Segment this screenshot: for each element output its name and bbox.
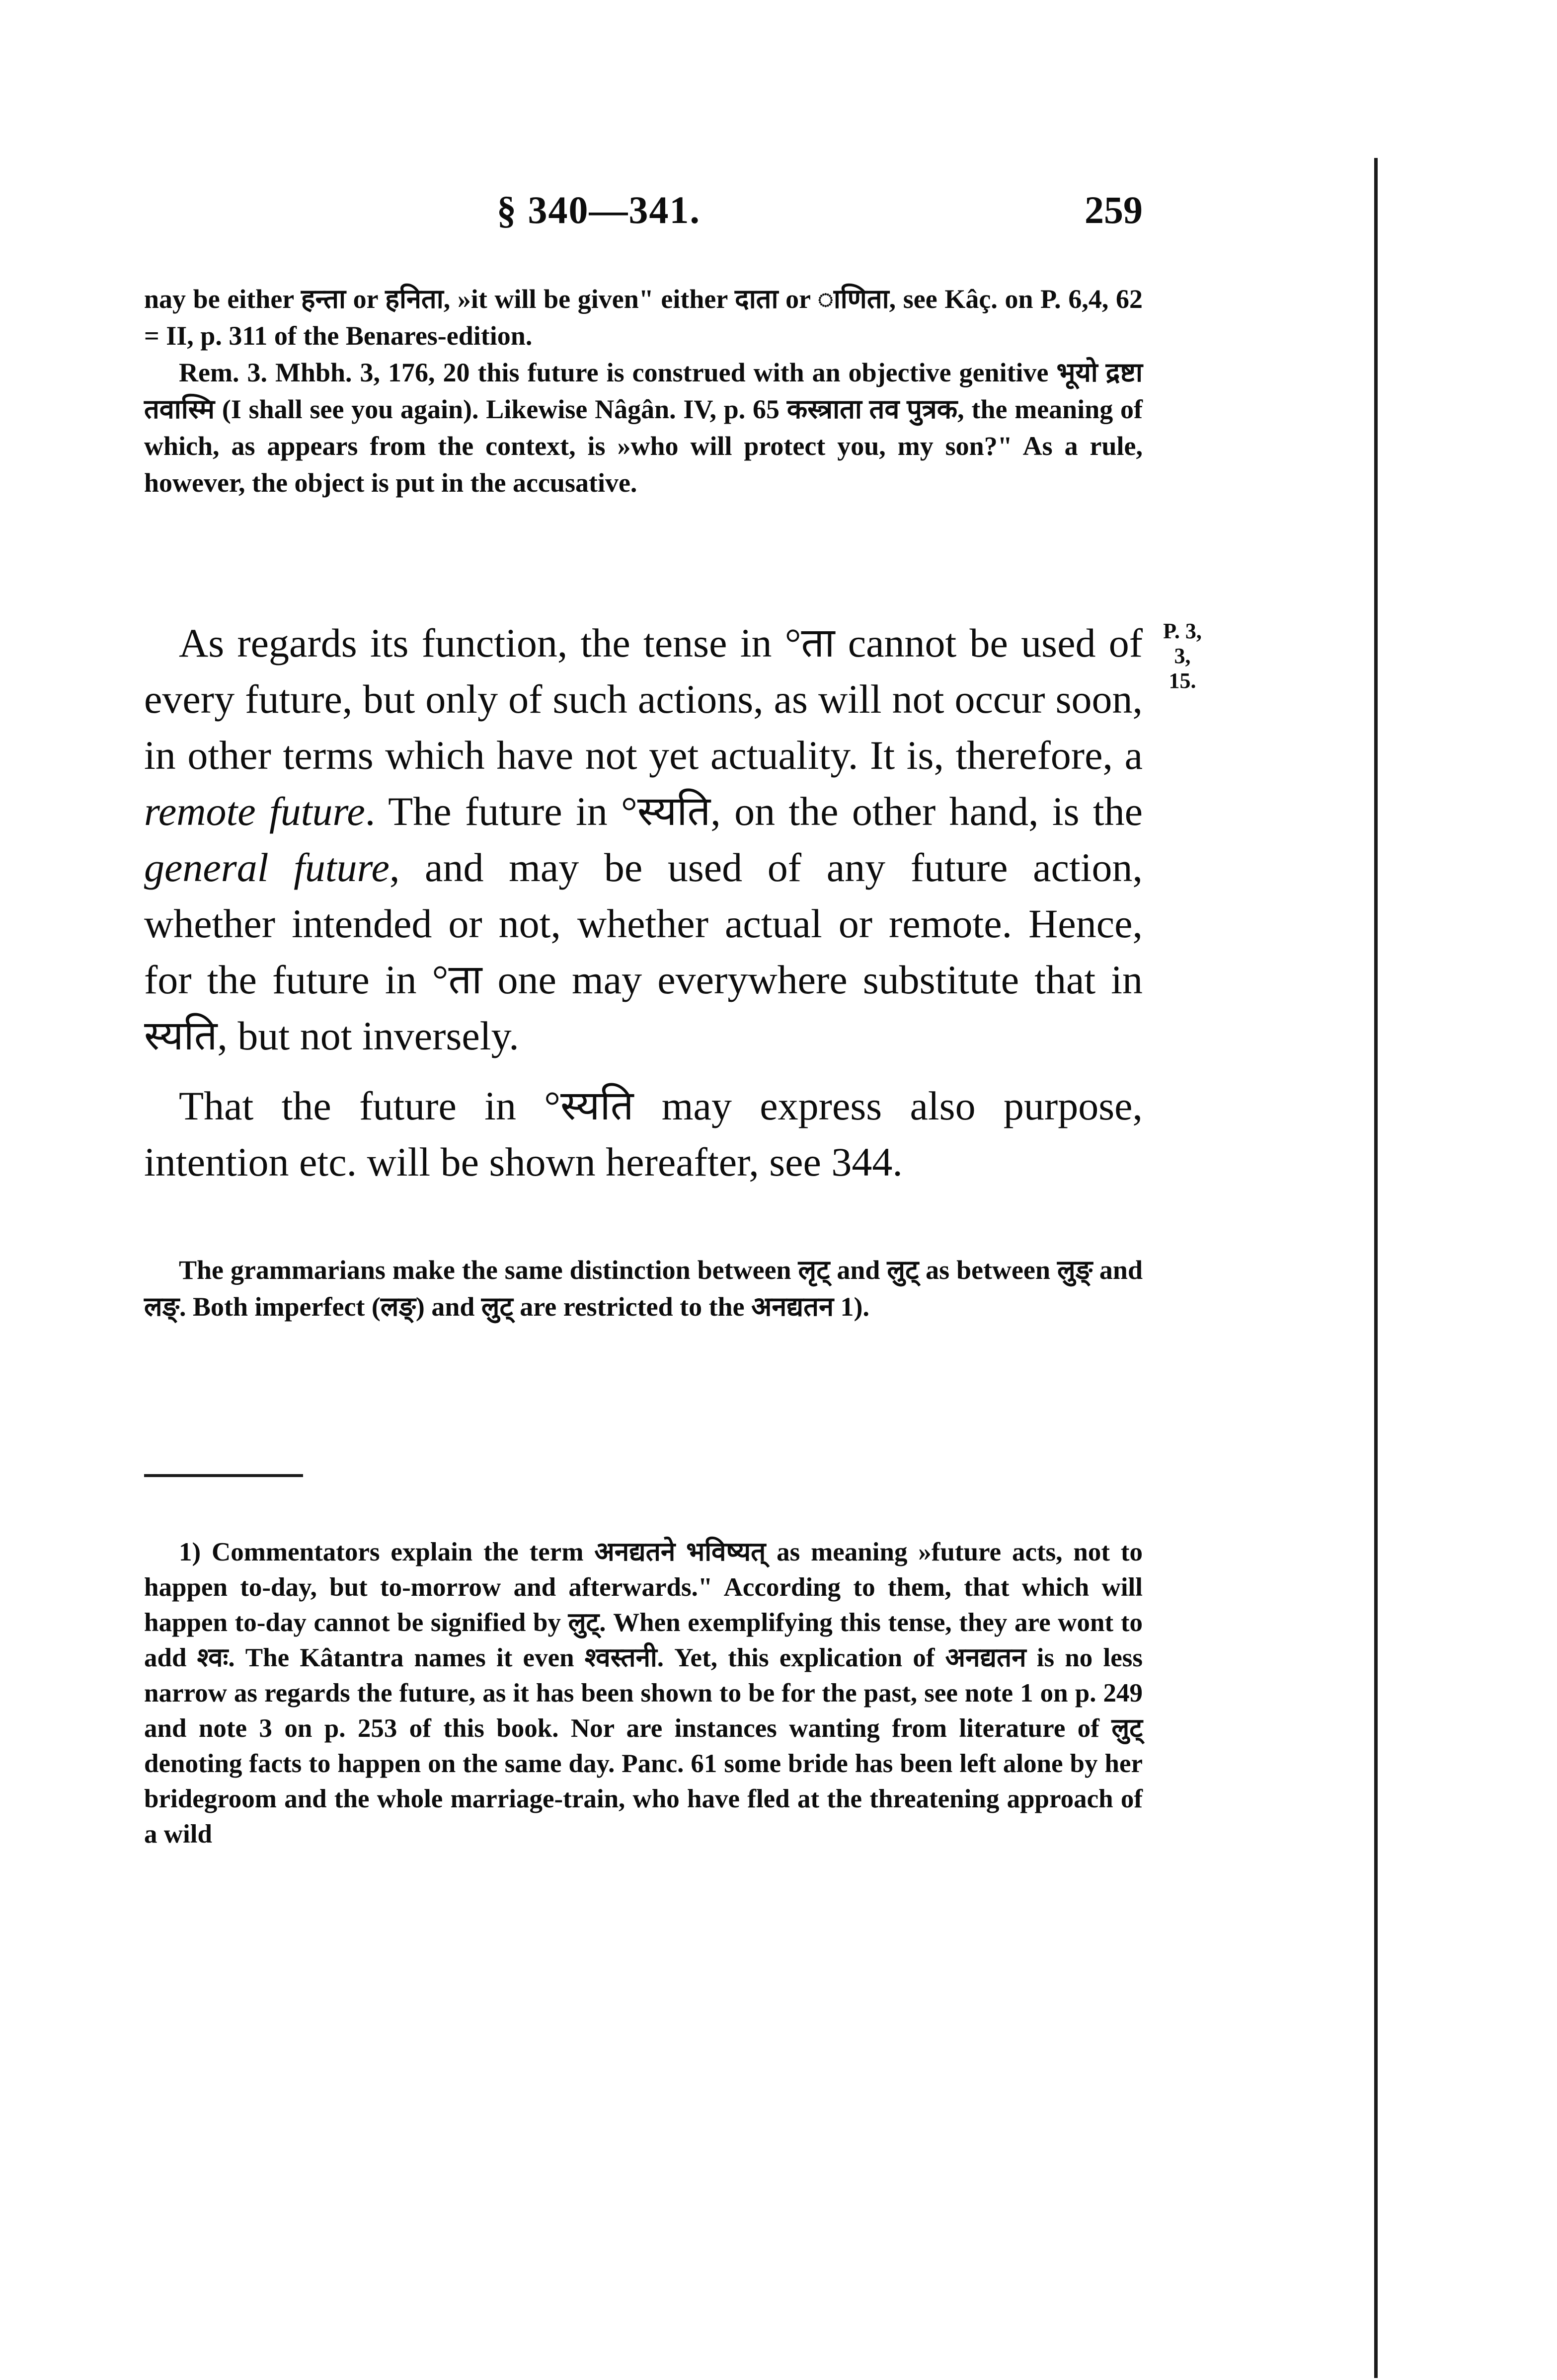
remark-paragraph-2: Rem. 3. Mhbh. 3, 176, 20 this future is construed with an objective genitive भूयो द्रष्टा तवास्मि (I shall see you again). Likewise Nâgân. IV, p. 65 कस्त्राता तव पुत्रक, the meaning of which, as appears from the context, is »who will protect you, my son?" As a rule, however, the object is put in the accusative. (144, 358, 1143, 498)
emphasis-general-future: general future (144, 845, 389, 890)
grammarians-note (144, 1252, 1143, 1325)
grammarians-note-text: The grammarians make the same distinction between लृट् and लुट् as between लुङ् and लङ्. Both imperfect (लङ्) and लुट् are restricted to the अनद्यतन 1). (144, 1255, 1143, 1322)
margin-citation (1153, 619, 1212, 693)
emphasis-remote-future: remote future (144, 789, 365, 834)
footnote-rule (144, 1474, 303, 1477)
margin-citation-line-2: 15. (1168, 669, 1196, 693)
main-paragraph-1-part-c: , and may be used of any future action, whether intended or not, whether actual or remote. Hence, for the future in °ता one may everywhere substitute that in स्यति, but not inversely. (144, 845, 1143, 1058)
right-margin-rule (1374, 158, 1378, 2378)
remark-paragraph-1: nay be either हन्ता or हनिता, »it will be given" either दाता or ाणिता, see Kâç. on P. 6,4, 62 = II, p. 311 of the Benares-edition. (144, 284, 1143, 351)
margin-citation-line-1: P. 3, 3, (1163, 619, 1202, 668)
main-text (144, 615, 1143, 1190)
main-paragraph-1-part-a: As regards its function, the tense in °ता cannot be used of every future, but only of such actions, as will not occur soon, in other terms which have not yet actuality. It is, therefore, a (144, 620, 1143, 778)
footnote-text: 1) Commentators explain the term अनद्यतने भविष्यत् as meaning »future acts, not to happen to-day, but to-morrow and afterwards." According to them, that which will happen to-day cannot be signified by लुट्. When exemplifying this tense, they are wont to add श्वः. The Kâtantra names it even श्वस्तनी. Yet, this explication of अनद्यतन is no less narrow as regards the future, as it has been shown to be for the past, see note 1 on p. 249 and note 3 on p. 253 of this book. Nor are instances wanting from literature of लुट् denoting facts to happen on the same day. Panc. 61 some bride has been left alone by her bridegroom and the whole marriage-train, who have fled at the threatening approach of a wild (144, 1538, 1143, 1849)
running-head (144, 188, 1143, 242)
page-number: 259 (1085, 188, 1143, 231)
section-reference: § 340—341. (497, 188, 701, 231)
footnote (144, 1535, 1143, 1852)
main-paragraph-2: That the future in °स्यति may express also purpose, intention etc. will be shown hereafter, see 344. (144, 1083, 1143, 1185)
remark-block (144, 281, 1143, 501)
main-paragraph-1 (144, 615, 1143, 1064)
main-paragraph-1-part-b: . The future in °स्यति, on the other hand, is the (365, 789, 1143, 834)
